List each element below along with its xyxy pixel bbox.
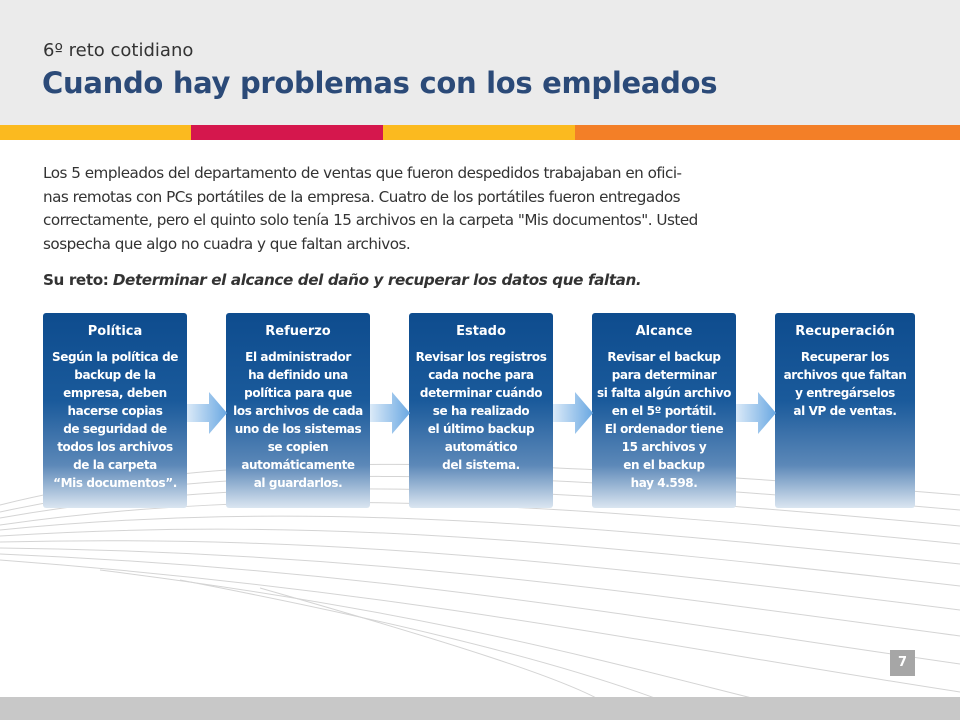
intro-line: nas remotas con PCs portátiles de la empresa. Cuatro de los portátiles fueron entregados — [43, 187, 681, 206]
intro-line: correctamente, pero el quinto solo tenía 15 archivos en la carpeta "Mis documentos". Usted — [43, 211, 698, 229]
step-title: Alcance — [635, 324, 693, 339]
step-box-recuperacion — [775, 313, 915, 508]
step-box-alcance — [592, 313, 736, 508]
header-band — [0, 0, 960, 125]
intro-paragraph — [43, 162, 703, 256]
color-stripe-4 — [575, 125, 960, 140]
page-number: 7 — [890, 650, 915, 676]
arrow-right-icon — [553, 392, 593, 434]
challenge-statement — [43, 271, 641, 289]
step-body: Revisar los registros cada noche para determinar cuándo se ha realizado el último backup automático del sistema. — [415, 350, 547, 472]
arrow-right-icon — [187, 392, 227, 434]
step-title: Estado — [456, 324, 506, 339]
step-title: Refuerzo — [265, 324, 331, 339]
color-stripe-2 — [191, 125, 383, 140]
step-body: Según la política de backup de la empresa, deben hacerse copias de seguridad de todos los archivos de la carpeta “Mis documentos”. — [51, 350, 179, 490]
color-stripe-3 — [383, 125, 575, 140]
arrow-right-icon — [370, 392, 410, 434]
slide-title: Cuando hay problemas con los empleados — [42, 66, 718, 100]
step-body: El administrador ha definido una política para que los archivos de cada uno de los sistemas se copien automáticamente al guardarlos. — [233, 350, 363, 490]
challenge-label: Su reto: — [43, 271, 109, 289]
intro-line: Los 5 empleados del departamento de ventas que fueron despedidos trabajaban en ofici- — [43, 164, 682, 182]
slide-subtitle: 6º reto cotidiano — [43, 40, 194, 61]
footer-bar — [0, 697, 960, 720]
step-body: Recuperar los archivos que faltan y entregárselos al VP de ventas. — [783, 350, 907, 418]
challenge-text: Determinar el alcance del daño y recuperar los datos que faltan. — [112, 271, 642, 289]
step-title: Política — [87, 324, 143, 339]
step-box-politica — [43, 313, 187, 508]
intro-line: sospecha que algo no cuadra y que faltan archivos. — [43, 234, 411, 253]
step-box-estado — [409, 313, 553, 508]
step-box-refuerzo — [226, 313, 370, 508]
step-title: Recuperación — [795, 324, 895, 339]
color-stripe-1 — [0, 125, 191, 140]
arrow-right-icon — [736, 392, 776, 434]
step-body: Revisar el backup para determinar si falta algún archivo en el 5º portátil. El ordenador tiene 15 archivos y en el backup hay 4.598. — [597, 350, 731, 490]
